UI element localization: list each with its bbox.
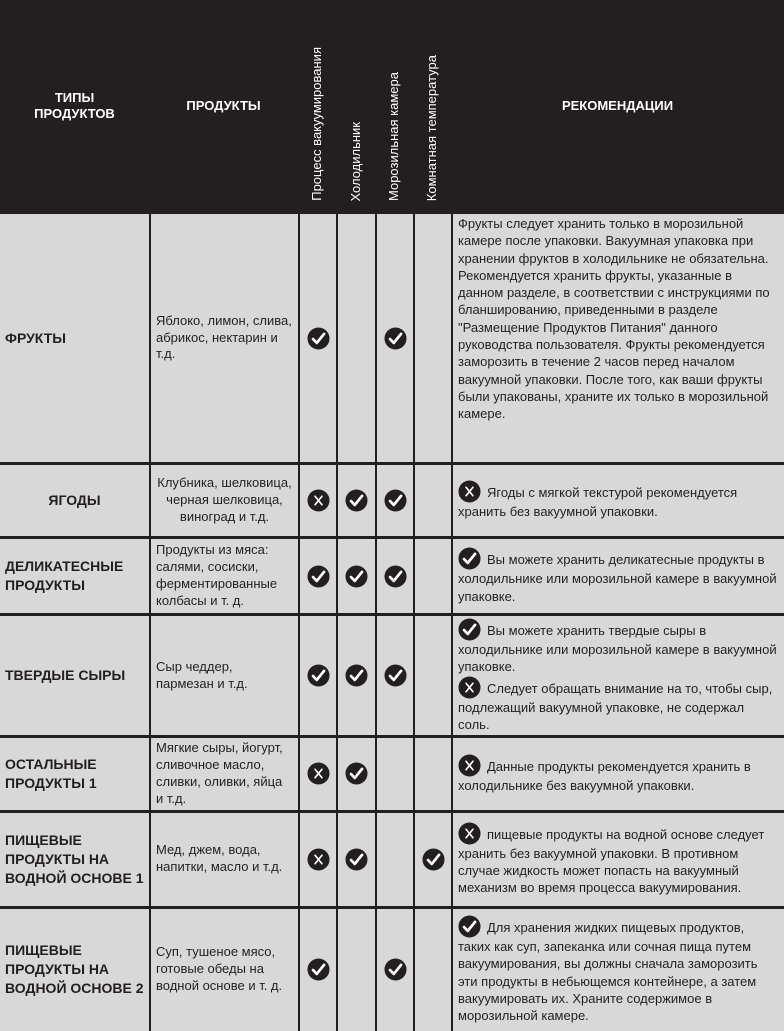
cell-fridge [336,211,375,462]
recommendation-text: Ягоды с мягкой текстурой рекомендуется хранить без вакуумной упаковки. [458,485,738,520]
cell-room [413,462,451,536]
row-type: ПИЩЕВЫЕ ПРОДУКТЫ НА ВОДНОЙ ОСНОВЕ 2 [0,906,149,1031]
row-type: ОСТАЛЬНЫЕ ПРОДУКТЫ 1 [0,735,149,810]
cell-fridge [336,462,375,536]
cell-room [413,613,451,735]
recommendation-2-cross-icon [458,676,481,699]
header-recommendations: РЕКОМЕНДАЦИИ [451,0,784,211]
row-type: ФРУКТЫ [0,211,149,462]
row-products: Суп, тушеное мясо, готовые обеды на водной основе и т. д. [149,906,298,1031]
row-products: Продукты из мяса: салями, сосиски, ферментированные колбасы и т. д. [149,536,298,613]
cell-room [413,735,451,810]
header-vacuum [298,0,336,211]
row-recommendation [451,211,784,462]
cell-fridge [336,906,375,1031]
cell-freezer [375,810,413,906]
row-products: Яблоко, лимон, слива, абрикос, нектарин и т.д. [149,211,298,462]
recommendation-text: Вы можете хранить деликатесные продукты в холодильнике или морозильной камере в вакуумной упаковке. [458,552,777,604]
recommendation-cross-icon [458,822,481,845]
recommendation-text: Фрукты следует хранить только в морозильной камере после упаковки. Вакуумная упаковка при хранении фруктов в холодильнике не обязательна. Рекомендуется хранить фрукты, указанные в данном разделе, в соответствии с инструкциями по бланшированию, приведенными в разделе "Размещение Продуктов Питания" данного руководства пользователя. Фрукты рекомендуется заморозить в течение 2 часов перед началом вакуумной упаковки. После того, как ваши фрукты были упакованы, храните их только в морозильной камере. [458,216,770,422]
row-recommendation [451,462,784,536]
cell-vacuum [298,613,336,735]
cell-fridge [336,536,375,613]
recommendation-check-icon [458,618,481,641]
cell-freezer [375,211,413,462]
freezer-check-icon [384,489,407,512]
cell-room [413,211,451,462]
table-row [0,735,784,810]
cell-fridge [336,613,375,735]
cell-freezer [375,613,413,735]
header-freezer-label: Морозильная камера [386,72,402,201]
recommendation-cross-icon [458,480,481,503]
row-recommendation [451,735,784,810]
vacuum-check-icon [307,327,330,350]
vacuum-check-icon [307,958,330,981]
row-type: ПИЩЕВЫЕ ПРОДУКТЫ НА ВОДНОЙ ОСНОВЕ 1 [0,810,149,906]
fridge-check-icon [345,848,368,871]
row-products: Сыр чеддер, пармезан и т.д. [149,613,298,735]
recommendation-cross-icon [458,754,481,777]
freezer-check-icon [384,664,407,687]
cell-room [413,536,451,613]
row-type: ДЕЛИКАТЕСНЫЕ ПРОДУКТЫ [0,536,149,613]
table-row [0,536,784,613]
table-row [0,462,784,536]
row-products: Мягкие сыры, йогурт, сливочное масло, сливки, оливки, яйца и т.д. [149,735,298,810]
vacuum-check-icon [307,664,330,687]
table-row [0,810,784,906]
room-temp-check-icon [422,848,445,871]
cell-vacuum [298,462,336,536]
fridge-check-icon [345,664,368,687]
cell-freezer [375,735,413,810]
freezer-check-icon [384,327,407,350]
recommendation-text: пищевые продукты на водной основе следует хранить без вакуумной упаковки. В противном случае жидкость может попасть на вакуумный механизм во время процесса вакуумирования. [458,826,765,896]
cell-room [413,810,451,906]
header-products: ПРОДУКТЫ [149,0,298,211]
header-vacuum-label: Процесс вакуумирования [309,47,325,201]
row-type: ЯГОДЫ [0,462,149,536]
cell-vacuum [298,810,336,906]
fridge-check-icon [345,565,368,588]
vacuum-cross-icon [307,489,330,512]
cell-vacuum [298,211,336,462]
row-recommendation [451,810,784,906]
cell-fridge [336,810,375,906]
header-freezer [375,0,413,211]
cell-room [413,906,451,1031]
cell-freezer [375,906,413,1031]
fridge-check-icon [345,762,368,785]
header-fridge [336,0,375,211]
recommendation-text: Данные продукты рекомендуется хранить в холодильнике без вакуумной упаковки. [458,758,751,793]
vacuum-cross-icon [307,848,330,871]
header-fridge-label: Холодильник [347,121,363,201]
cell-vacuum [298,906,336,1031]
header-row [0,0,784,211]
table-row [0,211,784,462]
row-products: Мед, джем, вода, напитки, масло и т.д. [149,810,298,906]
cell-vacuum [298,735,336,810]
row-products: Клубника, шелковица, черная шелковица, виноград и т.д. [149,462,298,536]
recommendation-text: Вы можете хранить твердые сыры в холодильнике или морозильной камере в вакуумной упаковке. [458,623,777,675]
header-product-types: ТИПЫ ПРОДУКТОВ [0,0,149,211]
row-recommendation [451,906,784,1031]
freezer-check-icon [384,565,407,588]
recommendation-check-icon [458,915,481,938]
recommendation-text: Для хранения жидких пищевых продуктов, таких как суп, запеканка или сочная пища путем вакуумирования, вы должны сначала заморозить эти продукты в небьющемся контейнере, а затем вакуумировать их. Храните содержимое в морозильной камере. [458,919,758,1024]
vacuum-cross-icon [307,762,330,785]
freezer-check-icon [384,958,407,981]
cell-fridge [336,735,375,810]
row-recommendation [451,536,784,613]
cell-vacuum [298,536,336,613]
header-room-temp-label: Комнатная температура [424,54,440,201]
vacuum-check-icon [307,565,330,588]
fridge-check-icon [345,489,368,512]
recommendation-check-icon [458,547,481,570]
row-type: ТВЕРДЫЕ СЫРЫ [0,613,149,735]
cell-freezer [375,462,413,536]
header-room-temp [413,0,451,211]
table-row [0,613,784,735]
row-recommendation [451,613,784,735]
recommendation-text-2: Следует обращать внимание на то, чтобы сыр, подлежащий вакуумной упаковке, не содержал соль. [458,680,773,732]
table-row [0,906,784,1031]
cell-freezer [375,536,413,613]
